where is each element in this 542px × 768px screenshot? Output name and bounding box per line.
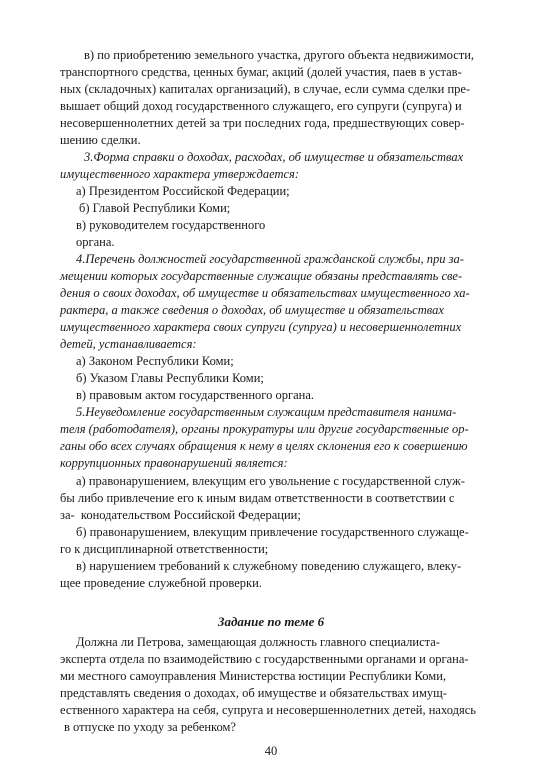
- answer-option: б) Главой Республики Коми;: [79, 201, 231, 215]
- question-4-text: 4.Перечень должностей государственной гражданской службы, при за-: [76, 252, 464, 266]
- answer-option: в) руководителем государственного: [76, 218, 266, 232]
- task-text-line: Должна ли Петрова, замещающая должность главного специалиста-: [76, 635, 440, 649]
- task-text-line: ественного характера на себя, супруга и несовершеннолетних детей, находясь: [60, 703, 477, 717]
- text-line: шению сделки.: [60, 133, 141, 147]
- task-text-line: представлять сведения о доходах, об имуществе и обязательствах имущ-: [60, 686, 447, 700]
- question-4-text: детей, устанавливается:: [60, 337, 197, 351]
- question-5-text: 5.Неуведомление государственным служащим представителя нанима-: [76, 405, 457, 419]
- answer-option: органа.: [76, 235, 115, 249]
- question-5-text: коррупционных правонарушений является:: [60, 456, 288, 470]
- question-5-text: ганы обо всех случаях обращения к нему в целях склонения его к совершению: [60, 439, 468, 453]
- question-4-text: дения о своих доходах, об имуществе и обязательствах имущественного ха-: [60, 286, 470, 300]
- answer-option: за- конодательством Российской Федерации;: [60, 508, 301, 522]
- answer-option: го к дисциплинарной ответственности;: [60, 542, 269, 556]
- answer-option: а) правонарушением, влекущим его увольнение с государственной служ-: [76, 474, 465, 488]
- answer-option: а) Законом Республики Коми;: [76, 354, 234, 368]
- answer-option: щее проведение служебной проверки.: [60, 576, 262, 590]
- text-line: ных (складочных) капиталах организаций), в случае, если сумма сделки пре-: [60, 82, 471, 96]
- text-line: несовершеннолетних детей за три последних года, предшествующих совер-: [60, 116, 465, 130]
- answer-option: б) Указом Главы Республики Коми;: [76, 371, 264, 385]
- page-number: 40: [264, 744, 278, 758]
- task-text-line: эксперта отдела по взаимодействию с государственными органами и органа-: [60, 652, 469, 666]
- question-3-text: имущественного характера утверждается:: [60, 167, 299, 181]
- text-line: транспортного средства, ценных бумаг, акций (долей участия, паев в устав-: [60, 65, 462, 79]
- task-text-line: в отпуске по уходу за ребенком?: [64, 720, 236, 734]
- question-4-text: рактера, а также сведения о доходах, об имуществе и обязательствах: [60, 303, 444, 317]
- text-line: в) по приобретению земельного участка, другого объекта недвижимости,: [84, 48, 475, 62]
- question-4-text: мещении которых государственные служащие обязаны представлять све-: [60, 269, 463, 283]
- answer-option: в) правовым актом государственного органа.: [76, 388, 315, 402]
- question-5-text: теля (работодателя), органы прокуратуры или другие государственные ор-: [60, 422, 469, 436]
- answer-option: бы либо привлечение его к иным видам ответственности в соответствии с: [60, 491, 455, 505]
- answer-option: в) нарушением требований к служебному поведению служащего, влеку-: [76, 559, 462, 573]
- text-line: вышает общий доход государственного служащего, его супруги (супруга) и: [60, 99, 462, 113]
- question-4-text: имущественного характера своих супруги (супруга) и несовершеннолетних: [60, 320, 462, 334]
- task-text-line: ми местного самоуправления Министерства юстиции Республики Коми,: [60, 669, 447, 683]
- task-heading: Задание по теме 6: [217, 614, 325, 629]
- answer-option: б) правонарушением, влекущим привлечение государственного служаще-: [76, 525, 469, 539]
- question-3-text: 3.Форма справки о доходах, расходах, об имуществе и обязательствах: [84, 150, 464, 164]
- answer-option: а) Президентом Российской Федерации;: [76, 184, 290, 198]
